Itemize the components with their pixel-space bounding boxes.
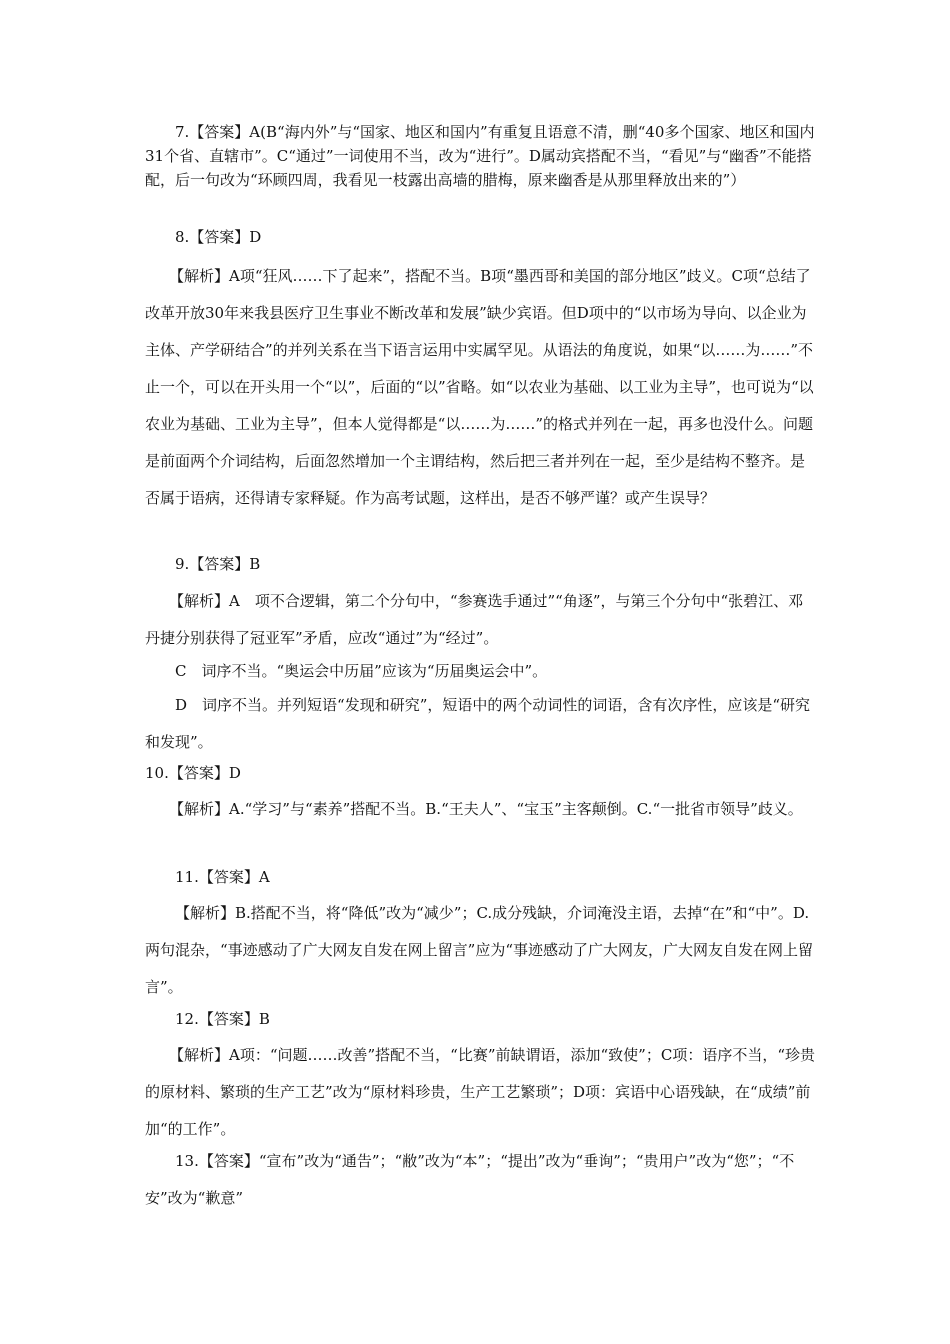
answer-9-explanation-d: D 词序不当。并列短语“发现和研究”，短语中的两个动词性的词语，含有次序性，应该是“研究和发现”。: [145, 696, 811, 751]
answer-10-heading: 10.【答案】D: [145, 764, 241, 782]
answer-8-explanation: 【解析】A项“狂风……下了起来”，搭配不当。B项“墨西哥和美国的部分地区”歧义。C项“总结了改革开放30年来我县医疗卫生事业不断改革和发展”缺少宾语。但D项中的“以市场为导向、以企业为主体、产学研结合”的并列关系在当下语言运用中实属罕见。从语法的角度说，如果“以……为……”不止一个，可以在开头用一个“以”，后面的“以”省略。如“以农业为基础、以工业为主导”，也可说为“以农业为基础、工业为主导”，但本人觉得都是“以……为……”的格式并列在一起，再多也没什么。问题是前面两个介词结构，后面忽然增加一个主谓结构，然后把三者并列在一起，至少是结构不整齐。是否属于语病，还得请专家释疑。作为高考试题，这样出，是否不够严谨？或产生误导？: [145, 267, 814, 507]
answer-12-explanation: 【解析】A项：“问题……改善”搭配不当，“比赛”前缺谓语，添加“致使”；C项：语序不当，“珍贵的原材料、繁琐的生产工艺”改为“原材料珍贵，生产工艺繁琐”；D项：宾语中心语残缺，在“成绩”前加“的工作”。: [145, 1046, 815, 1138]
answer-11-explanation: 【解析】B.搭配不当，将“降低”改为“减少”；C.成分残缺，介词淹没主语，去掉“在”和“中”。D.两句混杂，“事迹感动了广大网友自发在网上留言”应为“事迹感动了广大网友，广大网友自发在网上留言”。: [145, 904, 814, 996]
answer-9-explanation-c: C 词序不当。“奥运会中历届”应该为“历届奥运会中”。: [175, 662, 548, 680]
answer-12-heading: 12.【答案】B: [175, 1010, 270, 1028]
answer-11-heading: 11.【答案】A: [175, 868, 270, 886]
answer-10-explanation: 【解析】A.“学习”与“素养”搭配不当。B.“王夫人”、“宝玉”主客颠倒。C.“一批省市领导”歧义。: [169, 800, 803, 818]
answer-7-paragraph: 7.【答案】A(B“海内外”与“国家、地区和国内”有重复且语意不清，删“40多个国家、地区和国内31个省、直辖市”。C“通过”一词使用不当，改为“进行”。D属动宾搭配不当，“看见”与“幽香”不能搭配，后一句改为“环顾四周，我看见一枝露出高墙的腊梅，原来幽香是从那里释放出来的”）: [145, 123, 815, 189]
answer-9-explanation-a: 【解析】A 项不合逻辑，第二个分句中，“参赛选手通过”“角逐”，与第三个分句中“张碧江、邓丹捷分别获得了冠亚军”矛盾，应改“通过”为“经过”。: [145, 592, 804, 647]
answer-9-heading: 9.【答案】B: [175, 555, 261, 573]
answer-13-paragraph: 13.【答案】“宣布”改为“通告”；“敝”改为“本”；“提出”改为“垂询”；“贵用户”改为“您”；“不安”改为“歉意”: [145, 1152, 795, 1207]
answer-8-heading: 8.【答案】D: [175, 228, 262, 246]
